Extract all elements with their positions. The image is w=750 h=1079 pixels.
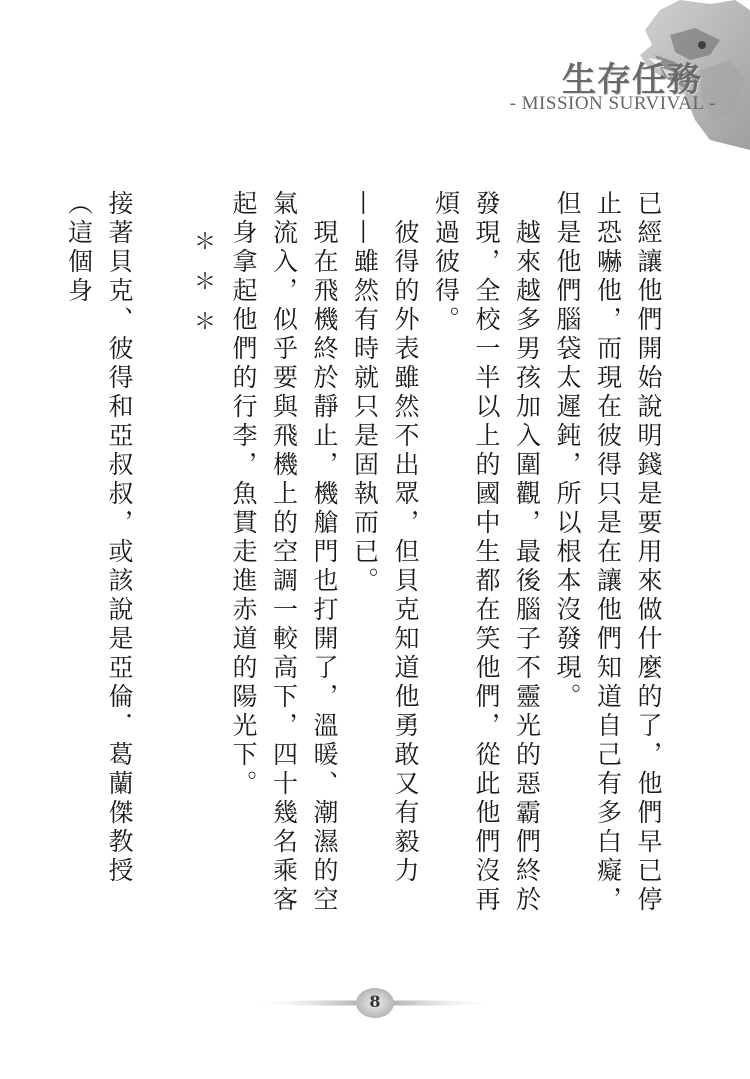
- page-number: 8: [369, 992, 381, 1011]
- running-header: [490, 0, 750, 150]
- paragraph: 已經讓他們開始說明錢是要用來做什麼的了，他們早已停止恐嚇他，而現在彼得只是在讓他們知道自己有多白癡，但是他們腦袋太遲鈍，所以根本沒發現。: [553, 190, 663, 915]
- paragraph: 接著貝克、彼得和亞叔叔，或該說是亞倫．葛蘭傑教授（這個身: [64, 190, 134, 886]
- paragraph: 現在飛機終於靜止，機艙門也打開了，溫暖、潮濕的空氣流入，似乎要與飛機上的空調一較高下，四十幾名乘客起身拿起他們的行李，魚貫走進赤道的陽光下。: [229, 190, 339, 915]
- section-break: ＊＊＊: [190, 229, 216, 350]
- paragraph: 越來越多男孩加入圍觀，最後腦子不靈光的惡霸們終於發現，全校一半以上的國中生都在笑他們，從此他們沒再煩過彼得。: [431, 190, 542, 915]
- header-subtitle: - MISSION SURVIVAL -: [509, 93, 716, 114]
- body-text: [15, 190, 668, 930]
- paragraph: 彼得的外表雖然不出眾，但貝克知道他勇敢又有毅力——雖然有時就只是固執而已。: [350, 190, 420, 886]
- header-title: 生存任務: [562, 60, 702, 100]
